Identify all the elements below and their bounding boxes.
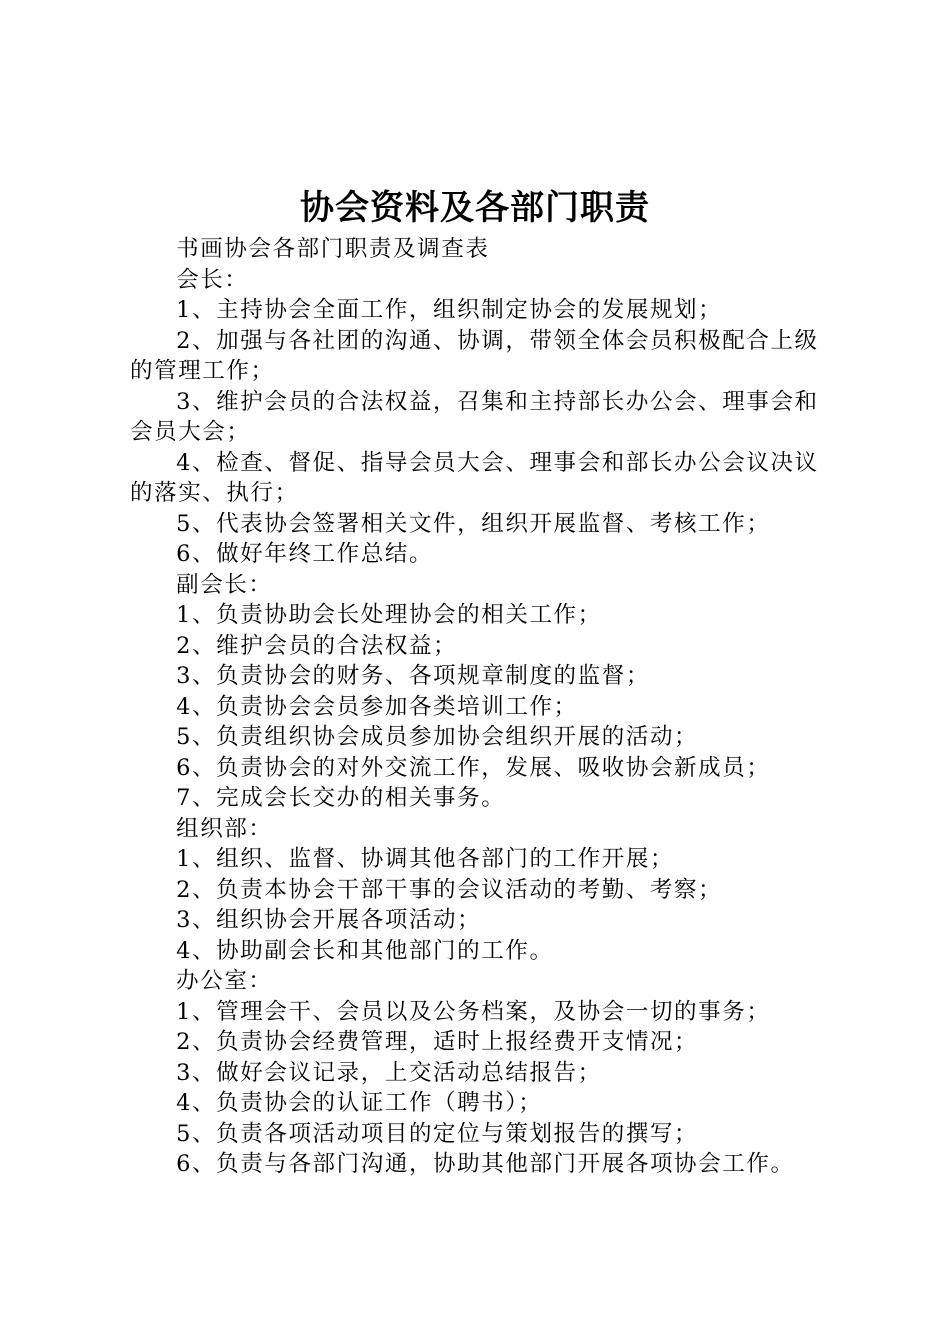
list-item: 4、协助副会长和其他部门的工作。 — [176, 937, 554, 964]
list-item: 7、完成会长交办的相关事务。 — [176, 785, 506, 811]
section-heading: 组织部： — [176, 815, 273, 842]
section-heading: 办公室： — [176, 968, 273, 994]
list-item: 6、负责与各部门沟通，协助其他部门开展各项协会工作。 — [176, 1151, 795, 1177]
list-item: 2、维护会员的合法权益； — [176, 632, 458, 659]
list-item: 1、主持协会全面工作，组织制定协会的发展规划； — [176, 297, 723, 323]
list-item: 2、负责协会经费管理，适时上报经费开支情况； — [176, 1029, 699, 1055]
list-item: 3、组织协会开展各项活动； — [176, 907, 482, 933]
paragraph: 书画协会各部门职责及调查表 — [176, 236, 490, 262]
list-item: 4、检查、督促、指导会员大会、理事会和部长办公会议决议的落实、执行； — [130, 449, 819, 506]
list-item: 3、做好会议记录，上交活动总结报告； — [176, 1059, 602, 1086]
list-item: 3、负责协会的财务、各项规章制度的监督； — [176, 663, 650, 689]
list-item: 2、加强与各社团的沟通、协调，带领全体会员积极配合上级的管理工作； — [130, 327, 819, 384]
list-item: 4、负责协会的认证工作（聘书）； — [176, 1090, 543, 1116]
list-item: 5、代表协会签署相关文件，组织开展监督、考核工作； — [176, 510, 771, 537]
list-item: 3、维护会员的合法权益，召集和主持部长办公会、理事会和会员大会； — [130, 388, 819, 445]
list-item: 6、做好年终工作总结。 — [176, 541, 434, 567]
list-item: 1、负责协助会长处理协会的相关工作； — [176, 602, 602, 628]
section-heading: 副会长： — [176, 571, 273, 598]
list-item: 4、负责协会会员参加各类培训工作； — [176, 693, 578, 720]
list-item: 1、管理会干、会员以及公务档案，及协会一切的事务； — [176, 998, 771, 1025]
list-item: 6、负责协会的对外交流工作，发展、吸收协会新成员； — [176, 754, 771, 781]
list-item: 1、组织、监督、协调其他各部门的工作开展； — [176, 846, 675, 872]
document-body — [130, 234, 835, 1180]
document-title: 协会资料及各部门职责 — [300, 188, 650, 228]
list-item: 2、负责本协会干部干事的会议活动的考勤、考察； — [176, 876, 723, 903]
list-item: 5、负责各项活动项目的定位与策划报告的撰写； — [176, 1120, 699, 1147]
section-heading: 会长： — [176, 266, 249, 293]
list-item: 5、负责组织协会成员参加协会组织开展的活动； — [176, 724, 699, 750]
